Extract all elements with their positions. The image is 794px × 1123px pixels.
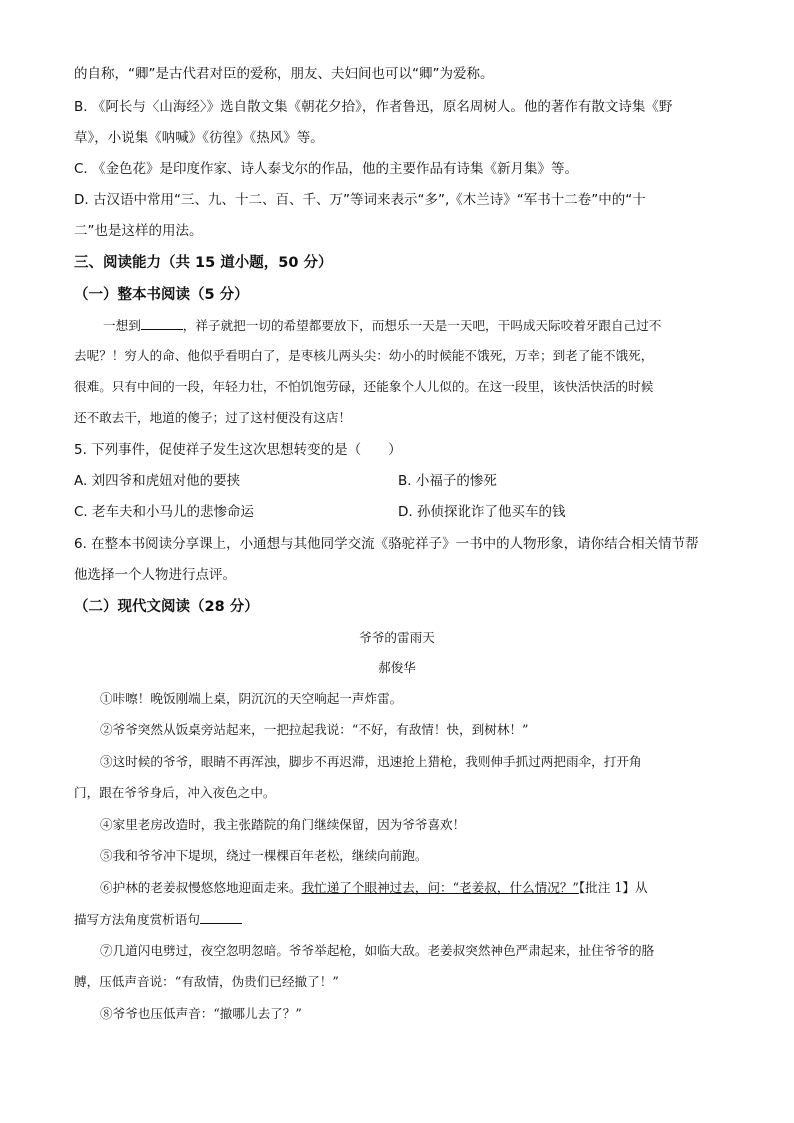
paragraph-4: ④家里老房改造时，我主张踏院的角门继续保留，因为爷爷喜欢！	[100, 817, 466, 832]
option-b-line-2: 草》，小说集《呐喊》《彷徨》《热风》等。	[74, 130, 324, 146]
option-b-line-1: B. 《阿长与〈山海经〉》选自散文集《朝花夕拾》，作者鲁迅，原名周树人。他的著作有散文诗集《野	[74, 99, 673, 115]
paragraph-6-line-1	[100, 878, 648, 898]
excerpt-line-1	[103, 315, 661, 336]
option-d-line-1: D. 古汉语中常用“三、九、十二、百、千、万”等词来表示“多”,《木兰诗》“军书十二卷”中的“十	[74, 192, 646, 208]
prev-line-1: 的自称，“卿”是古代君对臣的爱称，朋友、夫妇间也可以“卿”为爱称。	[74, 66, 494, 82]
paragraph-7-line-2: 膊，压低声音说：“有敌情，伪贵们已经撤了！”	[74, 974, 339, 989]
excerpt-line-4: 还不敢去干，地道的傻子；过了这村便没有这店！	[74, 410, 352, 425]
paragraph-3-line-2: 门，跟在爷爷身后，冲入夜色之中。	[74, 785, 276, 800]
excerpt-line-1-end: ，祥子就把一切的希望都要放下，而想乐一天是一天吧，干吗成天际咬着牙跟自己过不	[182, 318, 662, 333]
answer-blank[interactable]	[141, 315, 183, 330]
paragraph-3-line-1: ③这时候的爷爷，眼睛不再浑浊，脚步不再迟滞，迅速抢上猎枪，我则伸手抓过两把雨伞，打开角	[100, 754, 642, 769]
part-1-heading: （一）整本书阅读（5 分）	[74, 287, 249, 303]
paragraph-8: ⑧爷爷也压低声音：“撤哪儿去了？”	[100, 1006, 302, 1021]
part-2-heading: （二）现代文阅读（28 分）	[74, 599, 259, 615]
question-6-line-1: 6. 在整本书阅读分享课上，小通想与其他同学交流《骆驼祥子》一书中的人物形象，请你结合相关情节帮	[74, 536, 699, 552]
annotation-blank[interactable]	[200, 909, 242, 924]
article-title: 爷爷的雷雨天	[359, 630, 435, 645]
question-5: 5. 下列事件，促使祥子发生这次思想转变的是（ ）	[74, 442, 402, 458]
annotation-1: 【批注 1】从	[578, 880, 648, 895]
option-d-line-2: 二”也是这样的用法。	[74, 223, 203, 239]
option-c: C. 《金色花》是印度作家、诗人泰戈尔的作品，他的主要作品有诗集《新月集》等。	[74, 161, 579, 177]
excerpt-line-3: 很难。只有中间的一段，年轻力壮，不怕饥饱劳碌，还能象个人儿似的。在这一段里，该快活快活的时候	[74, 379, 654, 394]
paragraph-6-line-2	[74, 909, 242, 930]
excerpt-line-1-start: 一想到	[103, 318, 141, 333]
question-6-line-2: 他选择一个人物进行点评。	[74, 567, 236, 583]
paragraph-2: ②爷爷突然从饭桌旁站起来，一把拉起我说：“不好，有敌情！快，到树林！”	[100, 722, 529, 737]
paragraph-6-start: ⑥护林的老姜叔慢悠悠地迎面走来。	[100, 880, 302, 895]
question-5-option-c: C. 老车夫和小马儿的悲惨命运	[74, 504, 255, 520]
paragraph-1: ①咔嚓！晚饭刚端上桌，阴沉沉的天空响起一声炸雷。	[100, 691, 403, 706]
question-5-option-b: B. 小福子的惨死	[398, 473, 497, 489]
question-5-option-a: A. 刘四爷和虎妞对他的要挟	[74, 473, 241, 489]
annotated-sentence: 我忙递了个眼神过去，问：“老姜叔，什么情况？”	[301, 880, 579, 895]
paragraph-5: ⑤我和爷爷冲下堤坝，绕过一棵棵百年老松，继续向前跑。	[100, 848, 428, 863]
question-5-option-d: D. 孙侦探讹诈了他买车的钱	[398, 504, 566, 520]
paragraph-7-line-1: ⑦几道闪电劈过，夜空忽明忽暗。爷爷举起枪，如临大敌。老姜叔突然神色严肃起来，扯住爷爷的胳	[100, 943, 655, 958]
annotation-prompt: 描写方法角度赏析语句	[74, 912, 200, 927]
excerpt-line-2: 去呢？！穷人的命、他似乎看明白了，是枣核儿两头尖：幼小的时候能不饿死，万幸；到老了能不饿死，	[74, 348, 654, 363]
section-3-heading: 三、阅读能力（共 15 道小题，50 分）	[74, 255, 333, 271]
article-author: 郝俊华	[378, 660, 416, 675]
